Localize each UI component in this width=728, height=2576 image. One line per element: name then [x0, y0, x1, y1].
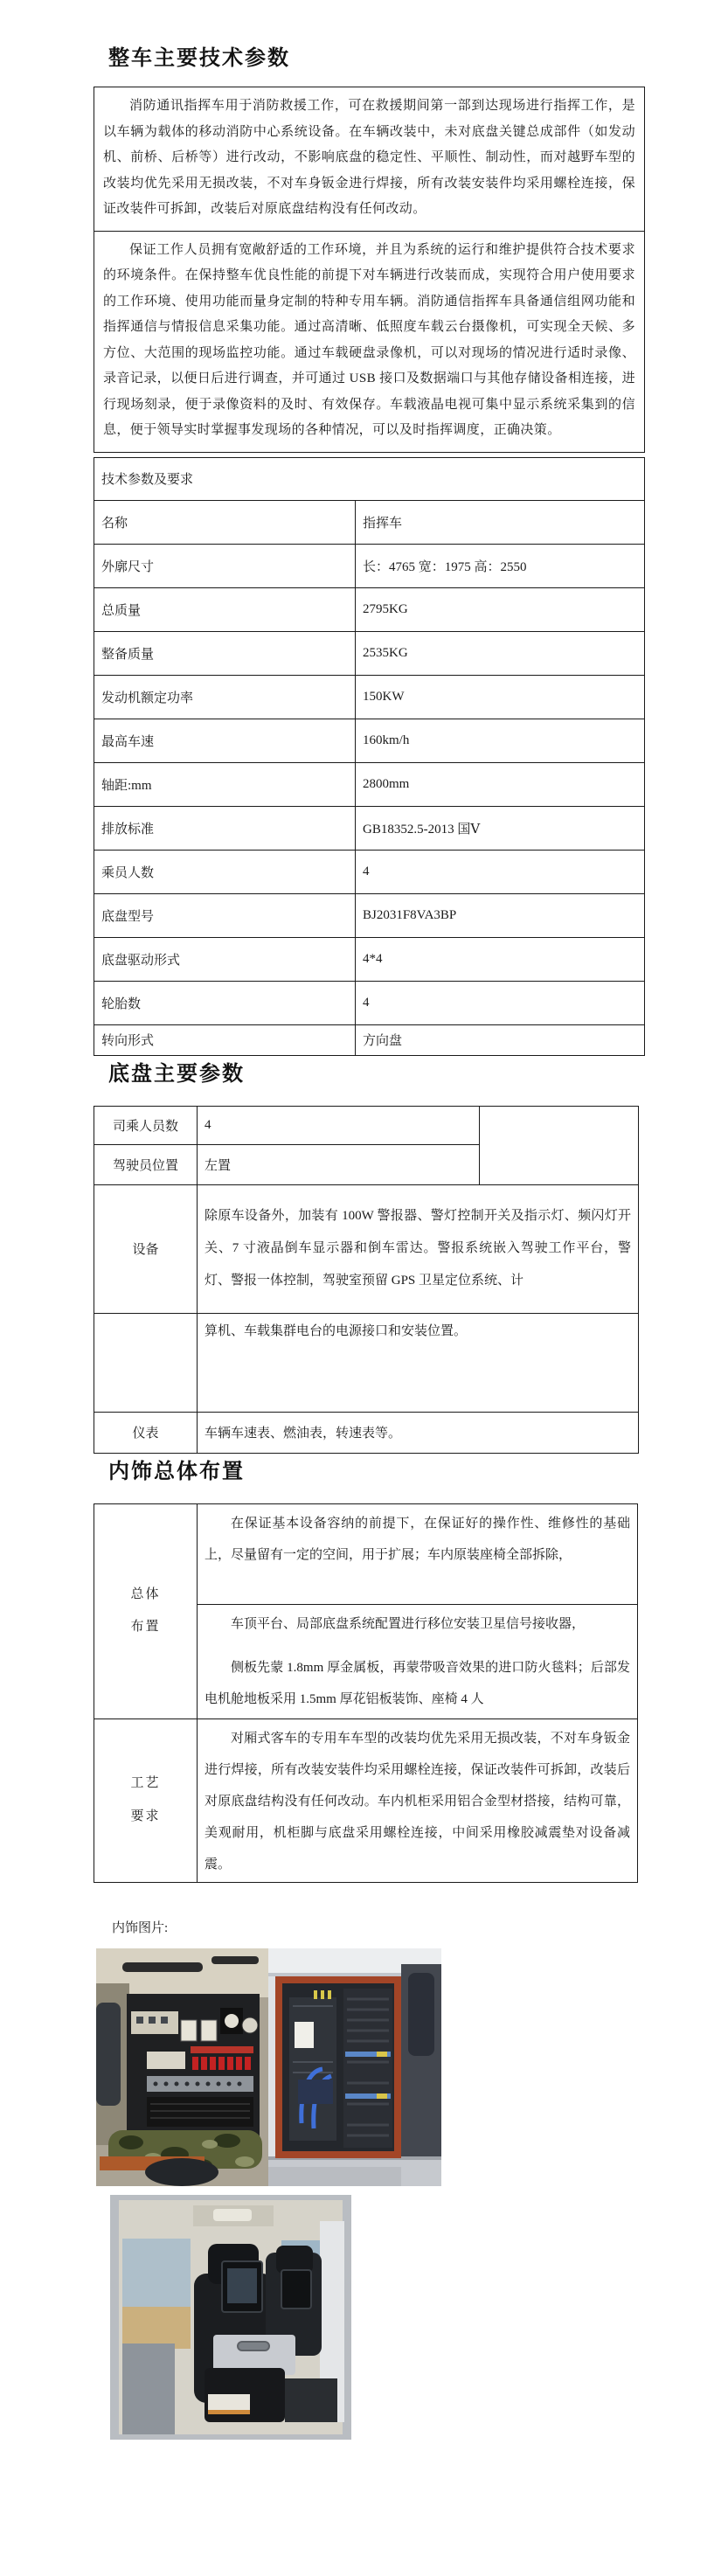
- table-row: [94, 1184, 639, 1313]
- cell-value: 4: [356, 981, 645, 1024]
- table-row: [94, 675, 645, 719]
- layout-label: 总体布置: [130, 1587, 161, 1634]
- layout-text-a: 在保证基本设备容纳的前提下，在保证好的操作性、维修性的基础上，尽量留有一定的空间，用于扩展；车内原装座椅全部拆除，: [205, 1516, 630, 1562]
- interior-photo-3-wrap: [110, 2195, 645, 2440]
- photos-label: 内饰图片:: [112, 1920, 169, 1935]
- cell-value: [198, 1718, 638, 1882]
- table-row: [94, 1718, 638, 1882]
- cell-value: 方向盘: [356, 1024, 645, 1055]
- intro-paragraph-1: 消防通讯指挥车用于消防救援工作，可在救援期间第一部到达现场进行指挥工作，是以车辆为载体的移动消防中心系统设备。在车辆改装中，未对底盘关键总成部件（如发动机、前桥、后桥等）进行改动，不影响底盘的稳定性、平顺性、制动性，而对越野车型的改装均优先采用无损改装，不对车身钣金进行焊接，所有改装安装件均采用螺栓连接，保证改装件可拆卸，改装后对原底盘结构没有任何改动。: [103, 99, 635, 216]
- cell-label: 总质量: [94, 587, 356, 631]
- cell-label: 仪表: [94, 1412, 198, 1453]
- cell-value: 指挥车: [356, 500, 645, 544]
- table-row: [94, 457, 645, 500]
- cell-label: 底盘驱动形式: [94, 937, 356, 981]
- table-row: [94, 1313, 639, 1412]
- cell-label: 外廓尺寸: [94, 544, 356, 587]
- cell-value: 4: [356, 850, 645, 893]
- intro-box-1: [94, 87, 645, 232]
- table-row: [94, 893, 645, 937]
- cell-label: 名称: [94, 500, 356, 544]
- table-row: [94, 806, 645, 850]
- cell-label: 最高车速: [94, 719, 356, 762]
- chassis-params-table: [94, 1106, 639, 1454]
- table-row: [94, 719, 645, 762]
- table-row: [94, 1503, 638, 1604]
- cell-value: BJ2031F8VA3BP: [356, 893, 645, 937]
- table-row: [94, 1412, 639, 1453]
- section-title-vehicle-params: 整车主要技术参数: [108, 47, 290, 70]
- table-row: [94, 762, 645, 806]
- tech-table-header: 技术参数及要求: [94, 457, 645, 500]
- tech-params-table: [94, 457, 645, 1056]
- interior-photo-2: [268, 1948, 441, 2186]
- table-row: [94, 1024, 645, 1055]
- cell-value: 2795KG: [356, 587, 645, 631]
- cell-label: 转向形式: [94, 1024, 356, 1055]
- cell-label: 发动机额定功率: [94, 675, 356, 719]
- table-row: [94, 500, 645, 544]
- cell-label: 排放标准: [94, 806, 356, 850]
- intro-box-2: [94, 231, 645, 453]
- cell-value: 2800mm: [356, 762, 645, 806]
- document-page: [94, 0, 645, 2440]
- craft-text: 对厢式客车的专用车车型的改装均优先采用无损改装，不对车身钣金进行焊接，所有改装安装件均采用螺栓连接，保证改装件可拆卸，改装后对原底盘结构没有任何改动。车内机柜采用铝合金型材搭接，结构可靠，美观耐用，机柜脚与底盘采用螺栓连接，中间采用橡胶减震垫对设备减震。: [205, 1731, 630, 1871]
- table-row: [94, 544, 645, 587]
- cell-value: 2535KG: [356, 631, 645, 675]
- cell-label: [94, 1503, 198, 1718]
- cell-label: 轮胎数: [94, 981, 356, 1024]
- section-title-interior-layout: 内饰总体布置: [108, 1460, 245, 1483]
- table-row: [94, 631, 645, 675]
- cell-empty: [480, 1106, 639, 1184]
- cell-value: [198, 1604, 638, 1718]
- cell-value: GB18352.5-2013 国Ⅴ: [356, 806, 645, 850]
- interior-photos-row: [96, 1948, 645, 2186]
- intro-paragraph-2: 保证工作人员拥有宽敞舒适的工作环境，并且为系统的运行和维护提供符合技术要求的环境条件。在保持整车优良性能的前提下对车辆进行改装而成，实现符合用户使用要求的工作环境、使用功能而量身定制的特种专用车辆。消防通信指挥车具备通信组网功能和指挥通信与情报信息采集功能。通过高清晰、低照度车载云台摄像机，可实现全天候、多方位、大范围的现场监控功能。通过车载硬盘录像机，可以对现场的情况进行适时录像、录音记录，以便日后进行调查，并可通过 USB 接口及数据端口与其他存储设备相连接，进行现场刻录，便于录像资料的及时、有效保存。车载液晶电视可集中显示系统采集到的信息，便于领导实时掌握事发现场的各种情况，可以及时指挥调度，正确决策。: [103, 242, 635, 437]
- cell-label: [94, 1718, 198, 1882]
- craft-label: 工艺要求: [130, 1776, 161, 1823]
- cell-value: 除原车设备外，加装有 100W 警报器、警灯控制开关及指示灯、频闪灯开关、7 寸液晶倒车显示器和倒车雷达。警报系统嵌入驾驶工作平台，警灯、警报一体控制，驾驶室预留 GPS 卫星定位系统、计: [198, 1184, 639, 1313]
- layout-text-b2: 侧板先蒙 1.8mm 厚金属板，再蒙带吸音效果的进口防火毯料；后部发电机舱地板采用 1.5mm 厚花铝板装饰、座椅 4 人: [205, 1660, 630, 1706]
- interior-photo-3: [110, 2195, 351, 2440]
- cell-value: 4: [198, 1106, 480, 1144]
- cell-value: 4*4: [356, 937, 645, 981]
- interior-photo-1: [96, 1948, 268, 2186]
- table-row: [94, 1106, 639, 1144]
- cell-value: 左置: [198, 1144, 480, 1184]
- cell-label: 司乘人员数: [94, 1106, 198, 1144]
- layout-text-b1: 车顶平台、局部底盘系统配置进行移位安装卫星信号接收器，: [231, 1616, 586, 1631]
- cell-value: 160km/h: [356, 719, 645, 762]
- cell-value: [198, 1503, 638, 1604]
- table-row: [94, 587, 645, 631]
- table-row: [94, 937, 645, 981]
- cell-value: 150KW: [356, 675, 645, 719]
- table-row: [94, 981, 645, 1024]
- cell-label: 轴距:mm: [94, 762, 356, 806]
- cell-label: 底盘型号: [94, 893, 356, 937]
- table-row: [94, 850, 645, 893]
- cell-label: 乘员人数: [94, 850, 356, 893]
- cell-value: 长：4765 宽：1975 高：2550: [356, 544, 645, 587]
- cell-label: 驾驶员位置: [94, 1144, 198, 1184]
- cell-empty: [94, 1313, 198, 1412]
- cell-value: 算机、车载集群电台的电源接口和安装位置。: [198, 1313, 639, 1412]
- interior-layout-table: [94, 1503, 638, 1883]
- cell-label: 整备质量: [94, 631, 356, 675]
- cell-label: 设备: [94, 1184, 198, 1313]
- section-title-chassis-params: 底盘主要参数: [108, 1062, 245, 1086]
- cell-value: 车辆车速表、燃油表，转速表等。: [198, 1412, 639, 1453]
